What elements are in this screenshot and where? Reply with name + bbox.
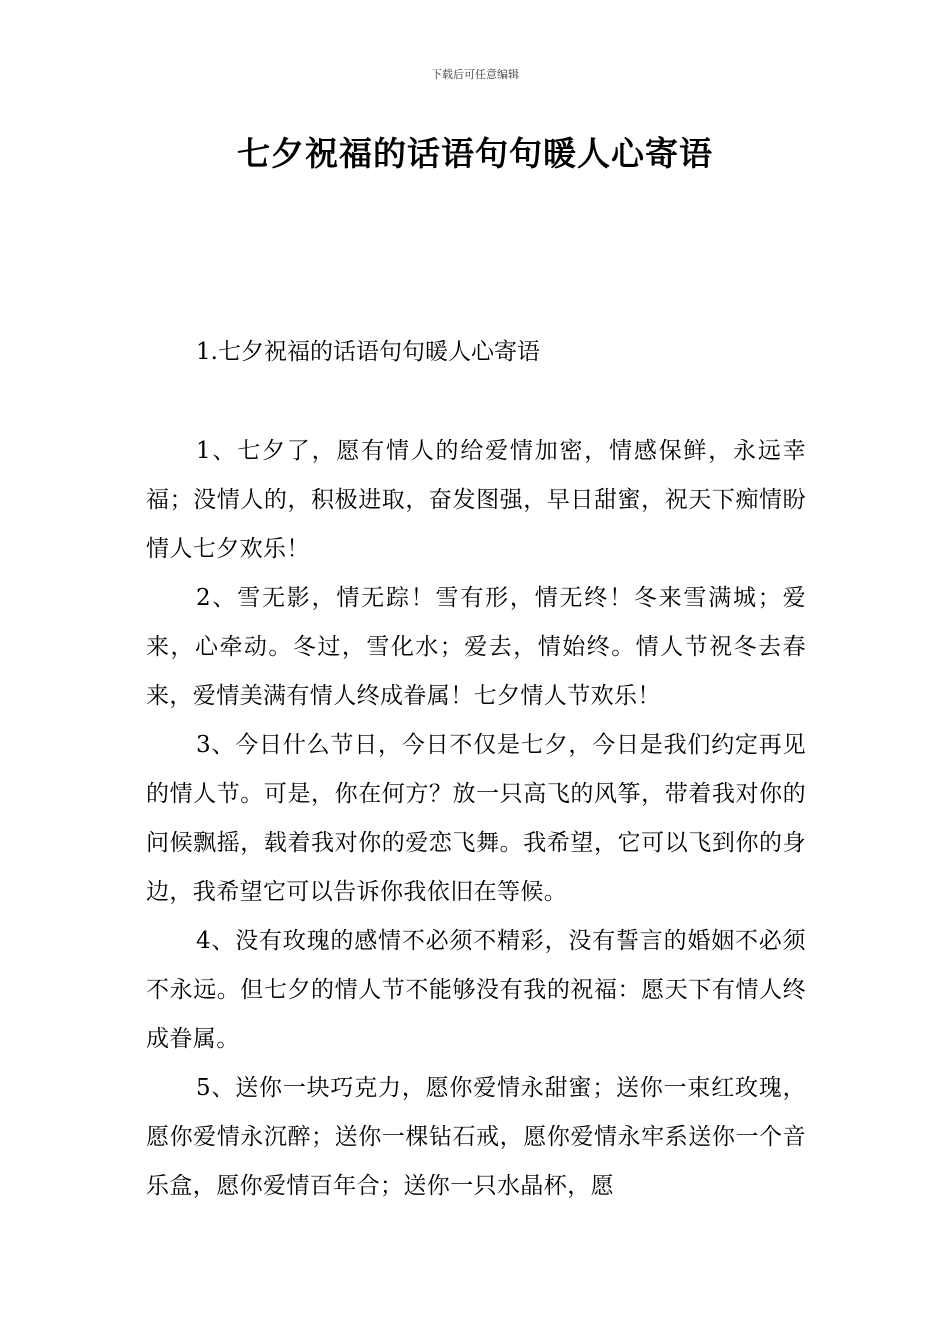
paragraph-2: 2、雪无影，情无踪！雪有形，情无终！冬来雪满城；爱来，心牵动。冬过，雪化水；爱去，情始终。情人节祝冬去春来，爱情美满有情人终成眷属！七夕情人节欢乐！	[146, 585, 806, 709]
header-note: 下载后可任意编辑	[431, 68, 519, 81]
paragraph-3: 3、今日什么节日，今日不仅是七夕，今日是我们约定再见的情人节。可是，你在何方？放一只高飞的风筝，带着我对你的问候飘摇，载着我对你的爱恋飞舞。我希望，它可以飞到你的身边，我希望它可以告诉你我依旧在等候。	[146, 732, 806, 905]
paragraph-4: 4、没有玫瑰的感情不必须不精彩，没有誓言的婚姻不必须不永远。但七夕的情人节不能够没有我的祝福：愿天下有情人终成眷属。	[146, 928, 806, 1052]
document-title: 七夕祝福的话语句句暖人心寄语	[237, 134, 713, 173]
section-heading: 1.七夕祝福的话语句句暖人心寄语	[196, 339, 540, 365]
paragraph-5: 5、送你一块巧克力，愿你爱情永甜蜜；送你一束红玫瑰，愿你爱情永沉醉；送你一棵钻石戒，愿你爱情永牢系送你一个音乐盒，愿你爱情百年合；送你一只水晶杯，愿	[146, 1075, 806, 1199]
body-text	[146, 427, 806, 1211]
paragraph-1: 1、七夕了，愿有情人的给爱情加密，情感保鲜，永远幸福；没情人的，积极进取，奋发图强，早日甜蜜，祝天下痴情盼情人七夕欢乐！	[146, 438, 806, 562]
